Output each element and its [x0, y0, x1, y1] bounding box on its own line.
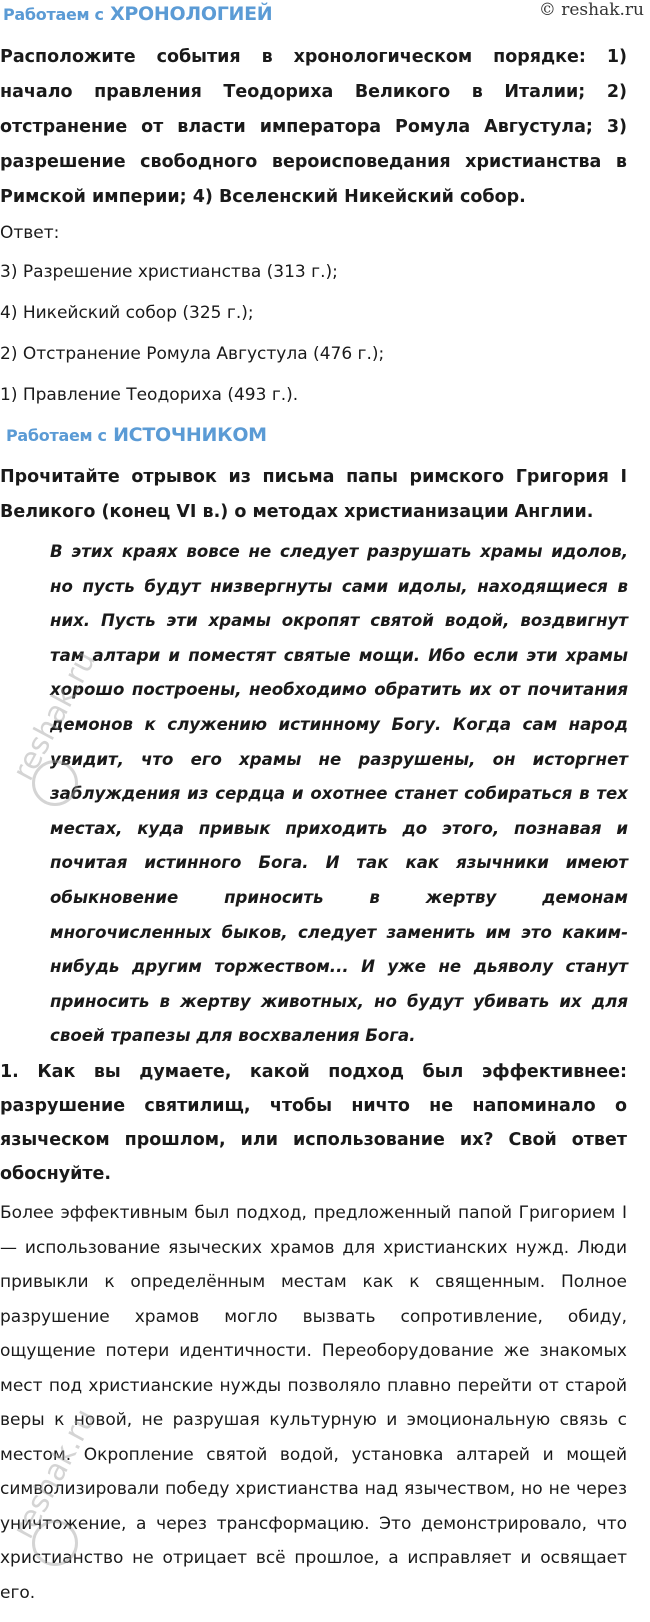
answer-item: 3) Разрешение христианства (313 г.);	[0, 262, 338, 282]
heading-prefix: Работаем с	[3, 5, 104, 24]
answer-item: 2) Отстранение Ромула Августула (476 г.);	[0, 344, 385, 364]
answer-item: 1) Правление Теодориха (493 г.).	[0, 385, 299, 405]
question: 1. Как вы думаете, какой подход был эффективнее: разрушение святилищ, чтобы ничто не напоминало о языческом прошлом, или использование их? Свой ответ обоснуйте.	[0, 1062, 627, 1184]
heading-prefix: Работаем с	[6, 426, 107, 445]
answer-label: Ответ:	[0, 223, 60, 243]
watermark: reshak.ru	[6, 645, 104, 787]
watermark: reshak.ru	[6, 1403, 104, 1545]
copyright-label: © reshak.ru	[538, 0, 644, 20]
heading-word: ХРОНОЛОГИЕЙ	[110, 3, 273, 25]
answer-item: 4) Никейский собор (325 г.);	[0, 303, 254, 323]
section-heading-source	[6, 424, 267, 446]
source-quote: В этих краях вовсе не следует разрушать храмы идолов, но пусть будут низвергнуты сами идолы, находящиеся в них. Пусть эти храмы окропят святой водой, воздвигнут там алтари и поместят святые мощи. Ибо если эти храмы хорошо построены, необходимо обратить их от почитания демонов к служению истинному Богу. Когда сам народ увидит, что его храмы не разрушены, он исторгнет заблуждения из сердца и охотнее станет собираться в тех местах, куда привык приходить до этого, познавая и почитая истинного Бога. И так как язычники имеют обыкновение приносить в жертву демонам многочисленных быков, следует заменить им это каким-нибудь другим торжеством... И уже не дьяволу станут приносить в жертву животных, но будут убивать их для своей трапезы для восхваления Бога.	[50, 542, 628, 1046]
source-task: Прочитайте отрывок из письма папы римского Григория I Великого (конец VI в.) о методах христианизации Англии.	[0, 467, 627, 522]
chronology-task: Расположите события в хронологическом порядке: 1) начало правления Теодориха Великого в Италии; 2) отстранение от власти императора Ромула Августула; 3) разрешение свободного вероисповедания христианства в Римской империи; 4) Вселенский Никейский собор.	[0, 47, 627, 207]
heading-word: ИСТОЧНИКОМ	[113, 424, 267, 446]
answer-text: Более эффективным был подход, предложенный папой Григорием I — использование языческих храмов для христианских нужд. Люди привыкли к определённым местам как к священным. Полное разрушение храмов могло вызвать сопротивление, обиду, ощущение потери идентичности. Переоборудование же знакомых мест под христианские нужды позволяло плавно перейти от старой веры к новой, не разрушая культурную и эмоциональную связь с местом. Окропление святой водой, установка алтарей и мощей символизировали победу христианства над язычеством, но не через уничтожение, а через трансформацию. Это демонстрировало, что христианство не отрицает всё прошлое, а исправляет и освящает его.	[0, 1203, 627, 1603]
section-heading-chronology	[3, 3, 272, 25]
